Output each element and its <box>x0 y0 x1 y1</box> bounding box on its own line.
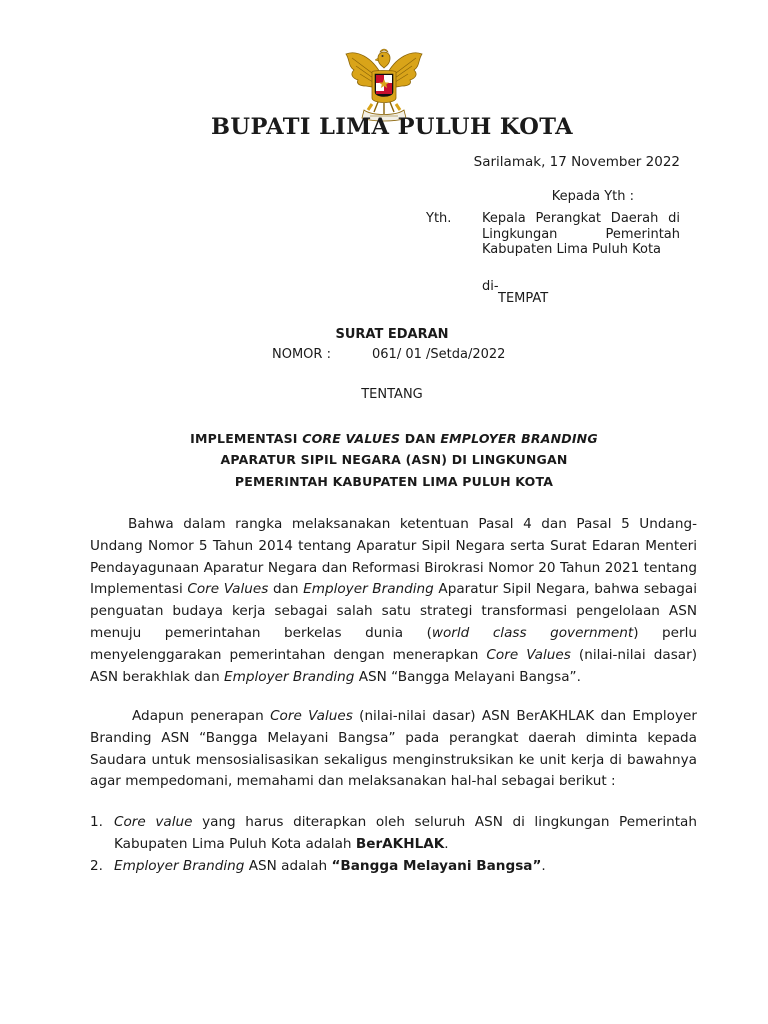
subject-text: DAN <box>400 431 441 446</box>
body-text-italic: Core Values <box>187 581 269 598</box>
subject-text-italic: CORE VALUES <box>302 431 401 446</box>
body-text-italic: Core Values <box>270 708 353 724</box>
body-text: ) perlu menyelenggarakan pemerintahan dengan menerapkan <box>90 624 697 663</box>
list-text-bold: “Bangga Melayani Bangsa” <box>331 857 542 874</box>
letterhead-title: BUPATI LIMA PULUH KOTA <box>211 114 573 140</box>
list-text: ASN adalah <box>244 857 332 874</box>
addressee-yth-label: Yth. <box>426 211 452 226</box>
body-text: Bahwa dalam rangka melaksanakan ketentuan Pasal 4 dan Pasal 5 Undang-Undang Nomor 5 Tahun 2014 tentang Aparatur Sipil Negara serta Surat Edaran Menteri Pendayagunaan Aparatur Negara dan Reformasi Birokrasi Nomor 20 Tahun 2021 tentang Implementasi <box>90 516 697 598</box>
list-text-italic: Employer Branding <box>114 857 245 874</box>
body-paragraph-2 <box>90 706 697 793</box>
circular-number-value: 061/ 01 /Setda/2022 <box>372 347 506 362</box>
list-text: yang harus diterapkan oleh seluruh ASN di lingkungan Pemerintah Kabupaten Lima Puluh Kota adalah <box>114 814 698 852</box>
addressee-place: TEMPAT <box>498 291 549 306</box>
subject-line-1 <box>0 431 768 446</box>
instruction-list <box>90 812 697 877</box>
subject-text: IMPLEMENTASI <box>190 431 303 446</box>
subject-text-italic: EMPLOYER BRANDING <box>440 431 598 446</box>
body-text: dan <box>268 581 304 598</box>
list-item-text <box>114 812 697 856</box>
body-text: ASN “Bangga Melayani Bangsa”. <box>354 668 581 685</box>
body-text: Aparatur Sipil Negara, bahwa sebagai penguatan budaya kerja sebagai salah satu strategi transformasi pengelolaan ASN menuju pemerintahan berkelas dunia ( <box>90 581 697 641</box>
list-item <box>90 856 697 878</box>
list-text: . <box>541 857 546 874</box>
body-text-italic: Employer Branding <box>224 668 355 685</box>
list-item-number: 1. <box>90 814 103 830</box>
body-text: Adapun penerapan <box>132 708 271 724</box>
subject-line-3: PEMERINTAH KABUPATEN LIMA PULUH KOTA <box>234 474 554 489</box>
garuda-emblem-icon <box>342 46 426 124</box>
list-text-italic: Core value <box>114 814 193 830</box>
addressee-heading: Kepada Yth : <box>551 189 634 204</box>
circular-title: SURAT EDARAN <box>335 327 449 342</box>
place-and-date: Sarilamak, 17 November 2022 <box>473 154 680 170</box>
subject-line-2: APARATUR SIPIL NEGARA (ASN) DI LINGKUNGAN <box>220 452 568 467</box>
body-text-italic: Employer Branding <box>303 581 434 598</box>
list-item <box>90 812 697 856</box>
list-item-number: 2. <box>90 857 103 874</box>
body-text: (nilai-nilai dasar) ASN BerAKHLAK dan Employer Branding ASN “Bangga Melayani Bangsa” pada perangkat daerah diminta kepada Saudara untuk mensosialisasikan sekaligus menginstruksikan ke unit kerja di bawahnya agar mempedomani, memahami dan melaksanakan hal-hal sebagai berikut : <box>90 708 697 790</box>
body-paragraph-1 <box>90 514 697 688</box>
list-item-text <box>114 856 697 878</box>
list-text-bold: BerAKHLAK <box>355 835 445 852</box>
body-text-italic: Core Values <box>486 646 571 663</box>
circular-number-label: NOMOR : <box>272 347 331 362</box>
addressee-di-label: di- <box>482 279 499 294</box>
list-text: . <box>444 835 449 852</box>
addressee-recipient: Kepala Perangkat Daerah di Lingkungan Pemerintah Kabupaten Lima Puluh Kota <box>482 211 680 257</box>
body-text-italic: world class government <box>431 624 634 641</box>
body-text: (nilai-nilai dasar) ASN berakhlak dan <box>90 646 697 685</box>
circular-about-label: TENTANG <box>361 387 423 402</box>
